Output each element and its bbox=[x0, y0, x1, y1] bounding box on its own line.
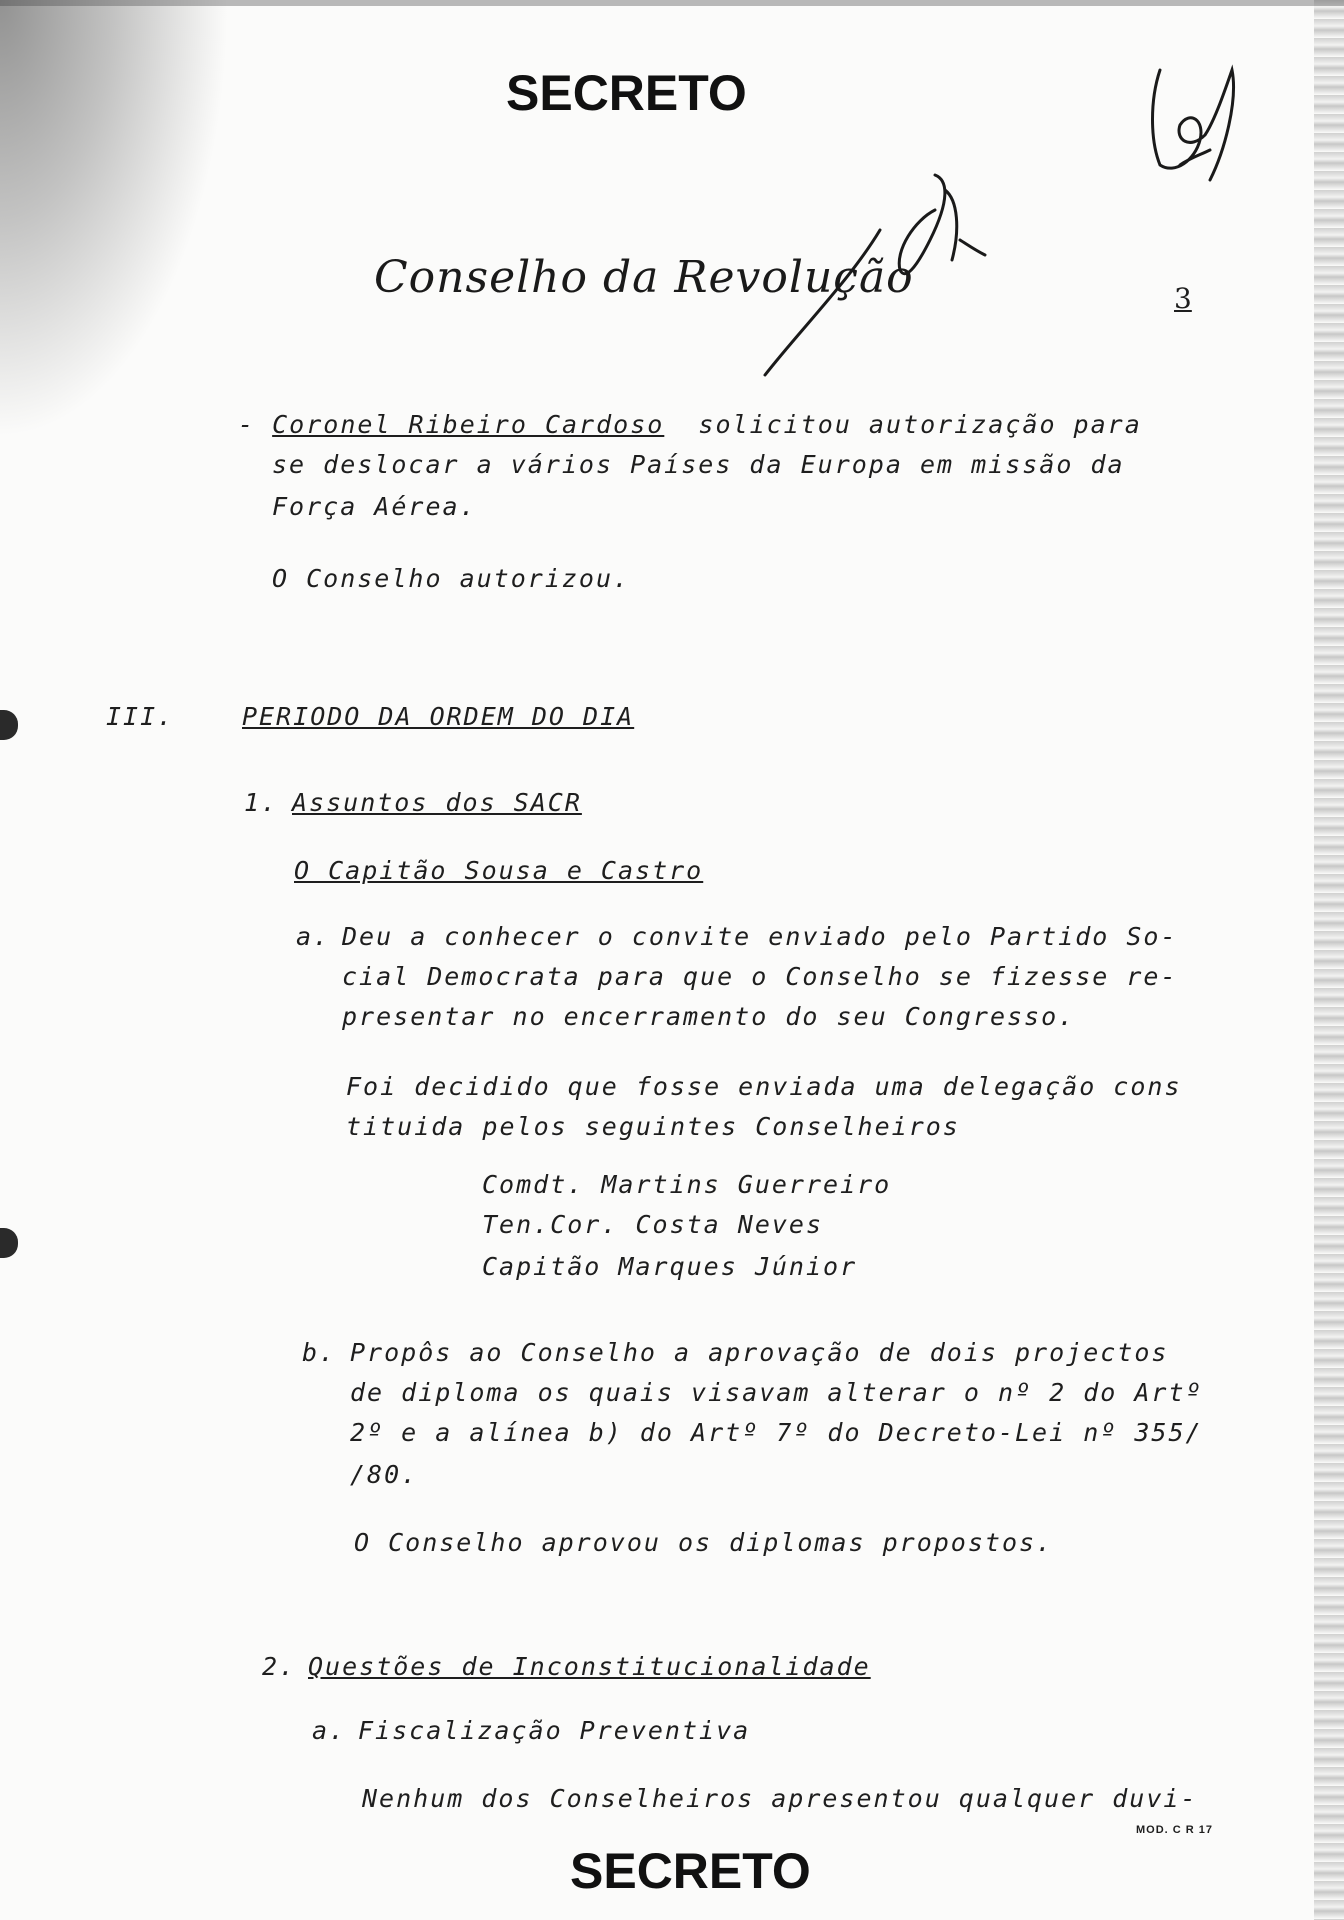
item-1-title: Assuntos dos SACR bbox=[292, 788, 582, 817]
item-1a-line-1: Deu a conhecer o convite enviado pelo Partido So- bbox=[342, 922, 1178, 951]
item-2a-line-1: Nenhum dos Conselheiros apresentou qualquer duvi- bbox=[362, 1784, 1198, 1813]
initials-signature bbox=[1153, 70, 1234, 180]
item-1a-line-3: presentar no encerramento do seu Congresso. bbox=[342, 1002, 1076, 1031]
form-code: MOD. C R 17 bbox=[1136, 1824, 1214, 1836]
page-number: 3 bbox=[1174, 282, 1192, 315]
intro-line-1 bbox=[238, 410, 1142, 439]
section-title: PERIODO DA ORDEM DO DIA bbox=[242, 702, 635, 731]
item-1b-letter: b. bbox=[302, 1338, 337, 1367]
item-2-title: Questões de Inconstitucionalidade bbox=[308, 1652, 871, 1681]
item-1b-line-3: 2º e a alínea b) do Artº 7º do Decreto-Lei nº 355/ bbox=[350, 1418, 1203, 1447]
item-1b-line-4: /80. bbox=[350, 1460, 419, 1489]
letterhead-title: Conselho da Revolução bbox=[374, 252, 914, 303]
item-2-number: 2. bbox=[262, 1652, 297, 1681]
intro-result: O Conselho autorizou. bbox=[272, 564, 631, 593]
intro-line-1-rest: solicitou autorização para bbox=[698, 410, 1142, 439]
item-1-presenter: O Capitão Sousa e Castro bbox=[294, 856, 704, 885]
item-1b-result: O Conselho aprovou os diplomas propostos. bbox=[354, 1528, 1054, 1557]
person-name: Coronel Ribeiro Cardoso bbox=[272, 410, 665, 439]
classification-stamp-bottom: SECRETO bbox=[570, 1843, 811, 1899]
item-1a-line-2: cial Democrata para que o Conselho se fizesse re- bbox=[342, 962, 1178, 991]
item-1-number: 1. bbox=[244, 788, 279, 817]
item-1b-line-1: Propôs ao Conselho a aprovação de dois projectos bbox=[350, 1338, 1169, 1367]
delegate-item: Comdt. Martins Guerreiro bbox=[482, 1170, 892, 1199]
section-numeral: III. bbox=[106, 702, 175, 731]
item-2a-title: Fiscalização Preventiva bbox=[358, 1716, 751, 1745]
item-1a-letter: a. bbox=[296, 922, 331, 951]
item-1a-decision-1: Foi decidido que fosse enviada uma delegação cons bbox=[346, 1072, 1182, 1101]
classification-stamp-top: SECRETO bbox=[506, 65, 747, 121]
item-1b-line-2: de diploma os quais visavam alterar o nº 2 do Artº bbox=[350, 1378, 1203, 1407]
item-1a-decision-2: tituida pelos seguintes Conselheiros bbox=[346, 1112, 960, 1141]
bullet-dash: - bbox=[238, 410, 256, 439]
intro-line-3: Força Aérea. bbox=[272, 492, 477, 521]
delegate-item: Ten.Cor. Costa Neves bbox=[482, 1210, 824, 1239]
delegate-item: Capitão Marques Júnior bbox=[482, 1252, 858, 1281]
intro-line-2: se deslocar a vários Países da Europa em missão da bbox=[272, 450, 1125, 479]
item-2a-letter: a. bbox=[312, 1716, 347, 1745]
